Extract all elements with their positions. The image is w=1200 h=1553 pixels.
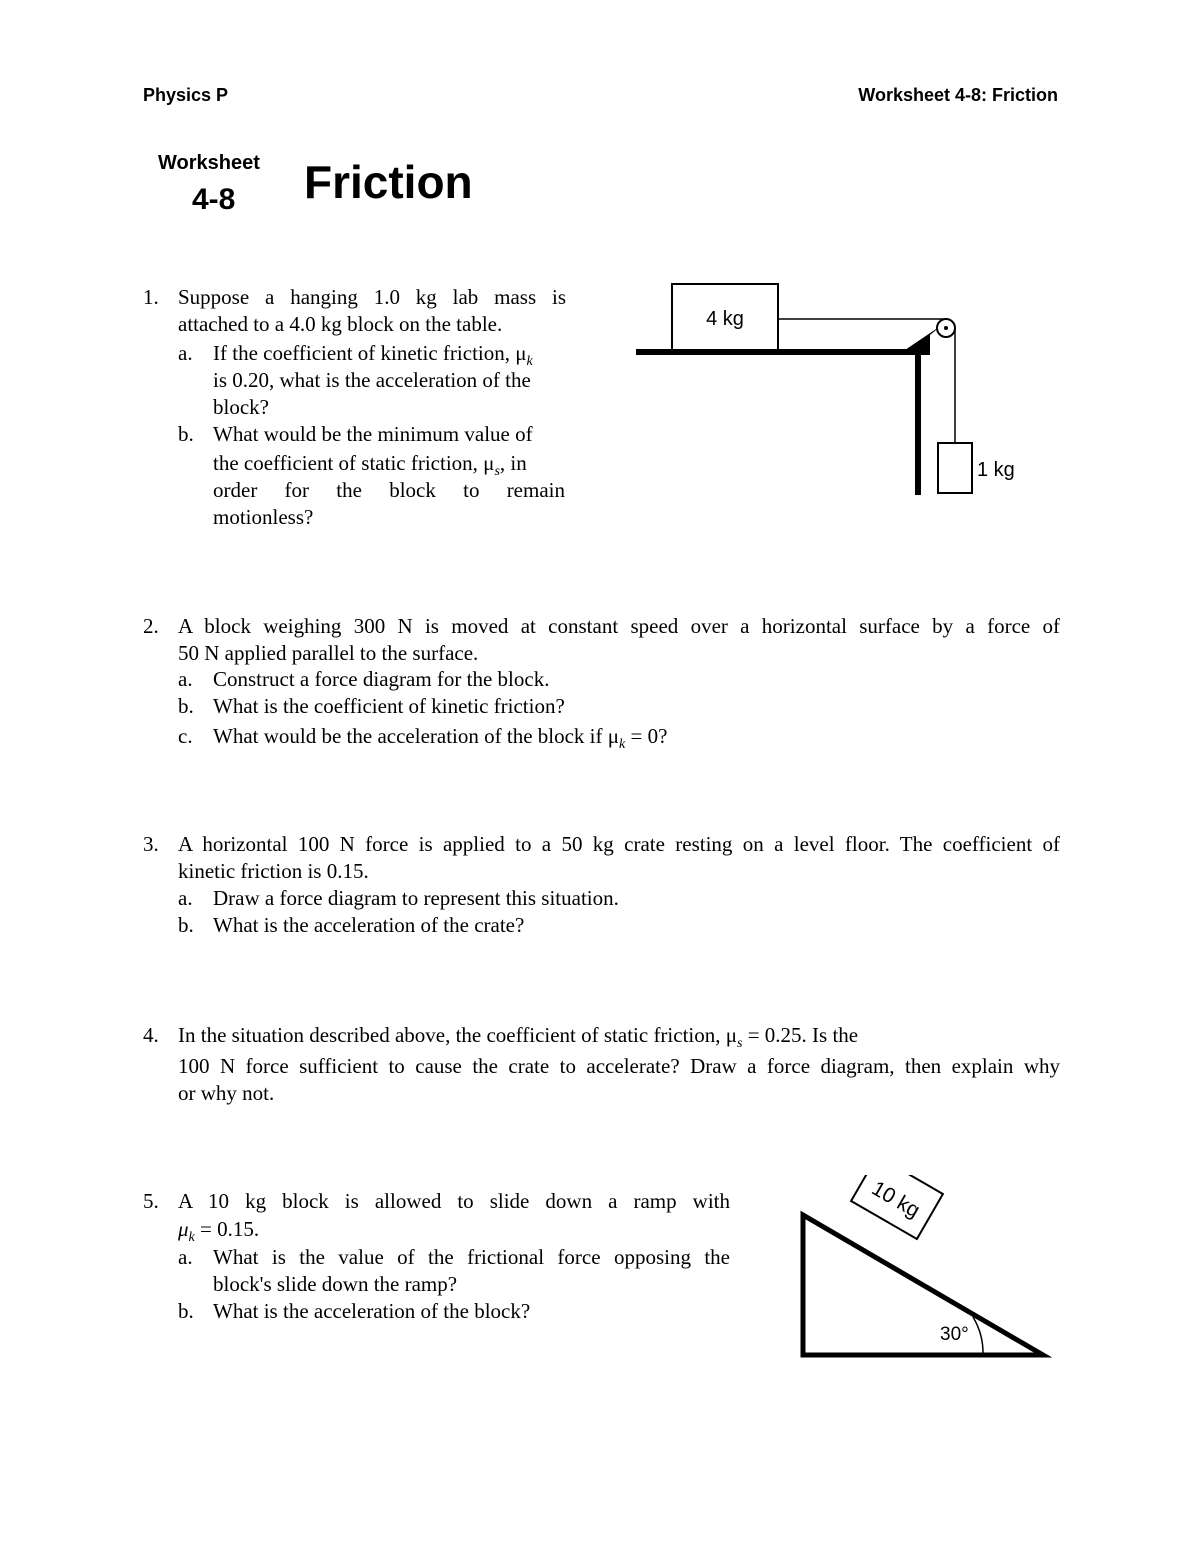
problem-2-stem-line-2: 50 N applied parallel to the surface. — [178, 641, 479, 665]
problem-3-stem-line-2: kinetic friction is 0.15. — [178, 859, 369, 883]
problem-4-subscript: s — [737, 1036, 743, 1052]
problem-2b — [178, 693, 565, 720]
problem-2c-subscript: k — [619, 737, 626, 753]
worksheet-label: Worksheet — [158, 152, 260, 174]
problem-2b-label: b. — [178, 694, 194, 718]
ramp-triangle — [803, 1215, 1043, 1355]
problem-2b-text: What is the coefficient of kinetic friction? — [213, 694, 565, 718]
problem-1b-line-2-end: , in — [499, 451, 527, 475]
problem-2-stem-line-1: A block weighing 300 N is moved at constant speed over a horizontal surface by a force of — [178, 614, 1060, 638]
problem-5a — [178, 1244, 730, 1271]
problem-2-number: 2. — [143, 614, 159, 638]
problem-1a-line-3: block? — [213, 395, 269, 419]
problem-1b — [178, 421, 578, 448]
problem-4-line-1 — [178, 1022, 858, 1057]
ramp-figure — [790, 1175, 1060, 1370]
problem-3b — [178, 912, 524, 939]
angle-arc — [973, 1317, 983, 1355]
problem-4-line-2: 100 N force sufficient to cause the crate to accelerate? Draw a force diagram, then explain why — [178, 1054, 1060, 1078]
problem-1a-line-1: If the coefficient of kinetic friction, μ — [213, 341, 527, 365]
problem-5b-text: What is the acceleration of the block? — [213, 1299, 531, 1323]
problem-1a-label: a. — [178, 341, 193, 365]
problem-1-number: 1. — [143, 285, 159, 309]
problem-4-number: 4. — [143, 1023, 159, 1047]
header-worksheet-title: Worksheet 4-8: Friction — [858, 85, 1058, 105]
problem-4-line-1-end: = 0.25. Is the — [742, 1023, 859, 1047]
problem-1b-label: b. — [178, 422, 194, 446]
problem-5b — [178, 1298, 530, 1325]
problem-2a-text: Construct a force diagram for the block. — [213, 667, 550, 691]
hanging-mass — [938, 443, 972, 493]
ramp-block-label: 10 kg — [867, 1176, 924, 1223]
problem-5-subscript: k — [188, 1230, 195, 1246]
problem-5a-label: a. — [178, 1245, 193, 1269]
problem-3a — [178, 885, 619, 912]
problem-5a-line-1: What is the value of the frictional force opposing the — [213, 1245, 730, 1269]
problem-2c-text: What would be the acceleration of the block if μ — [213, 724, 620, 748]
pulley-figure — [630, 275, 1030, 505]
problem-5-stem-line-1: A 10 kg block is allowed to slide down a ramp with — [178, 1189, 730, 1213]
table-block-label: 4 kg — [706, 308, 744, 330]
problem-2c-text-end: = 0? — [625, 724, 668, 748]
problem-2c-label: c. — [178, 724, 193, 748]
problem-2c — [178, 723, 667, 758]
problem-3-stem-line-1: A horizontal 100 N force is applied to a 50 kg crate resting on a level floor. The coefficient of — [178, 832, 1060, 856]
problem-3b-text: What is the acceleration of the crate? — [213, 913, 525, 937]
problem-5-mu: μ — [178, 1217, 189, 1241]
problem-2a-label: a. — [178, 667, 193, 691]
page-title: Friction — [304, 156, 473, 208]
problem-1a-subscript: k — [526, 354, 533, 370]
problem-1b-line-1: What would be the minimum value of — [213, 422, 533, 446]
problem-1b-line-2-text: the coefficient of static friction, μ — [213, 451, 495, 475]
problem-1b-subscript: s — [494, 464, 500, 480]
problem-4-line-1-text: In the situation described above, the coefficient of static friction, μ — [178, 1023, 738, 1047]
problem-1b-line-3: order for the block to remain — [213, 478, 565, 502]
problem-1b-line-4: motionless? — [213, 505, 314, 529]
worksheet-number: 4-8 — [192, 183, 236, 216]
ramp-block — [851, 1175, 943, 1239]
problem-3a-label: a. — [178, 886, 193, 910]
problem-5-number: 5. — [143, 1189, 159, 1213]
pulley-axle — [944, 326, 948, 330]
problem-5a-line-2: block's slide down the ramp? — [213, 1272, 458, 1296]
problem-3b-label: b. — [178, 913, 194, 937]
problem-3a-text: Draw a force diagram to represent this situation. — [213, 886, 619, 910]
problem-2a — [178, 666, 549, 693]
angle-label: 30° — [940, 1324, 969, 1345]
problem-4-line-3: or why not. — [178, 1081, 275, 1105]
problem-1-stem-line-2: attached to a 4.0 kg block on the table. — [178, 312, 503, 336]
problem-3-number: 3. — [143, 832, 159, 856]
problem-5b-label: b. — [178, 1299, 194, 1323]
problem-5-stem-line-2-end: = 0.15. — [194, 1217, 260, 1241]
hanging-mass-label: 1 kg — [977, 459, 1015, 481]
pulley-bracket — [902, 325, 942, 352]
problem-1-stem-line-1: Suppose a hanging 1.0 kg lab mass is — [178, 285, 566, 309]
header-course: Physics P — [143, 85, 229, 105]
problem-1a-line-2: is 0.20, what is the acceleration of the — [213, 368, 531, 392]
